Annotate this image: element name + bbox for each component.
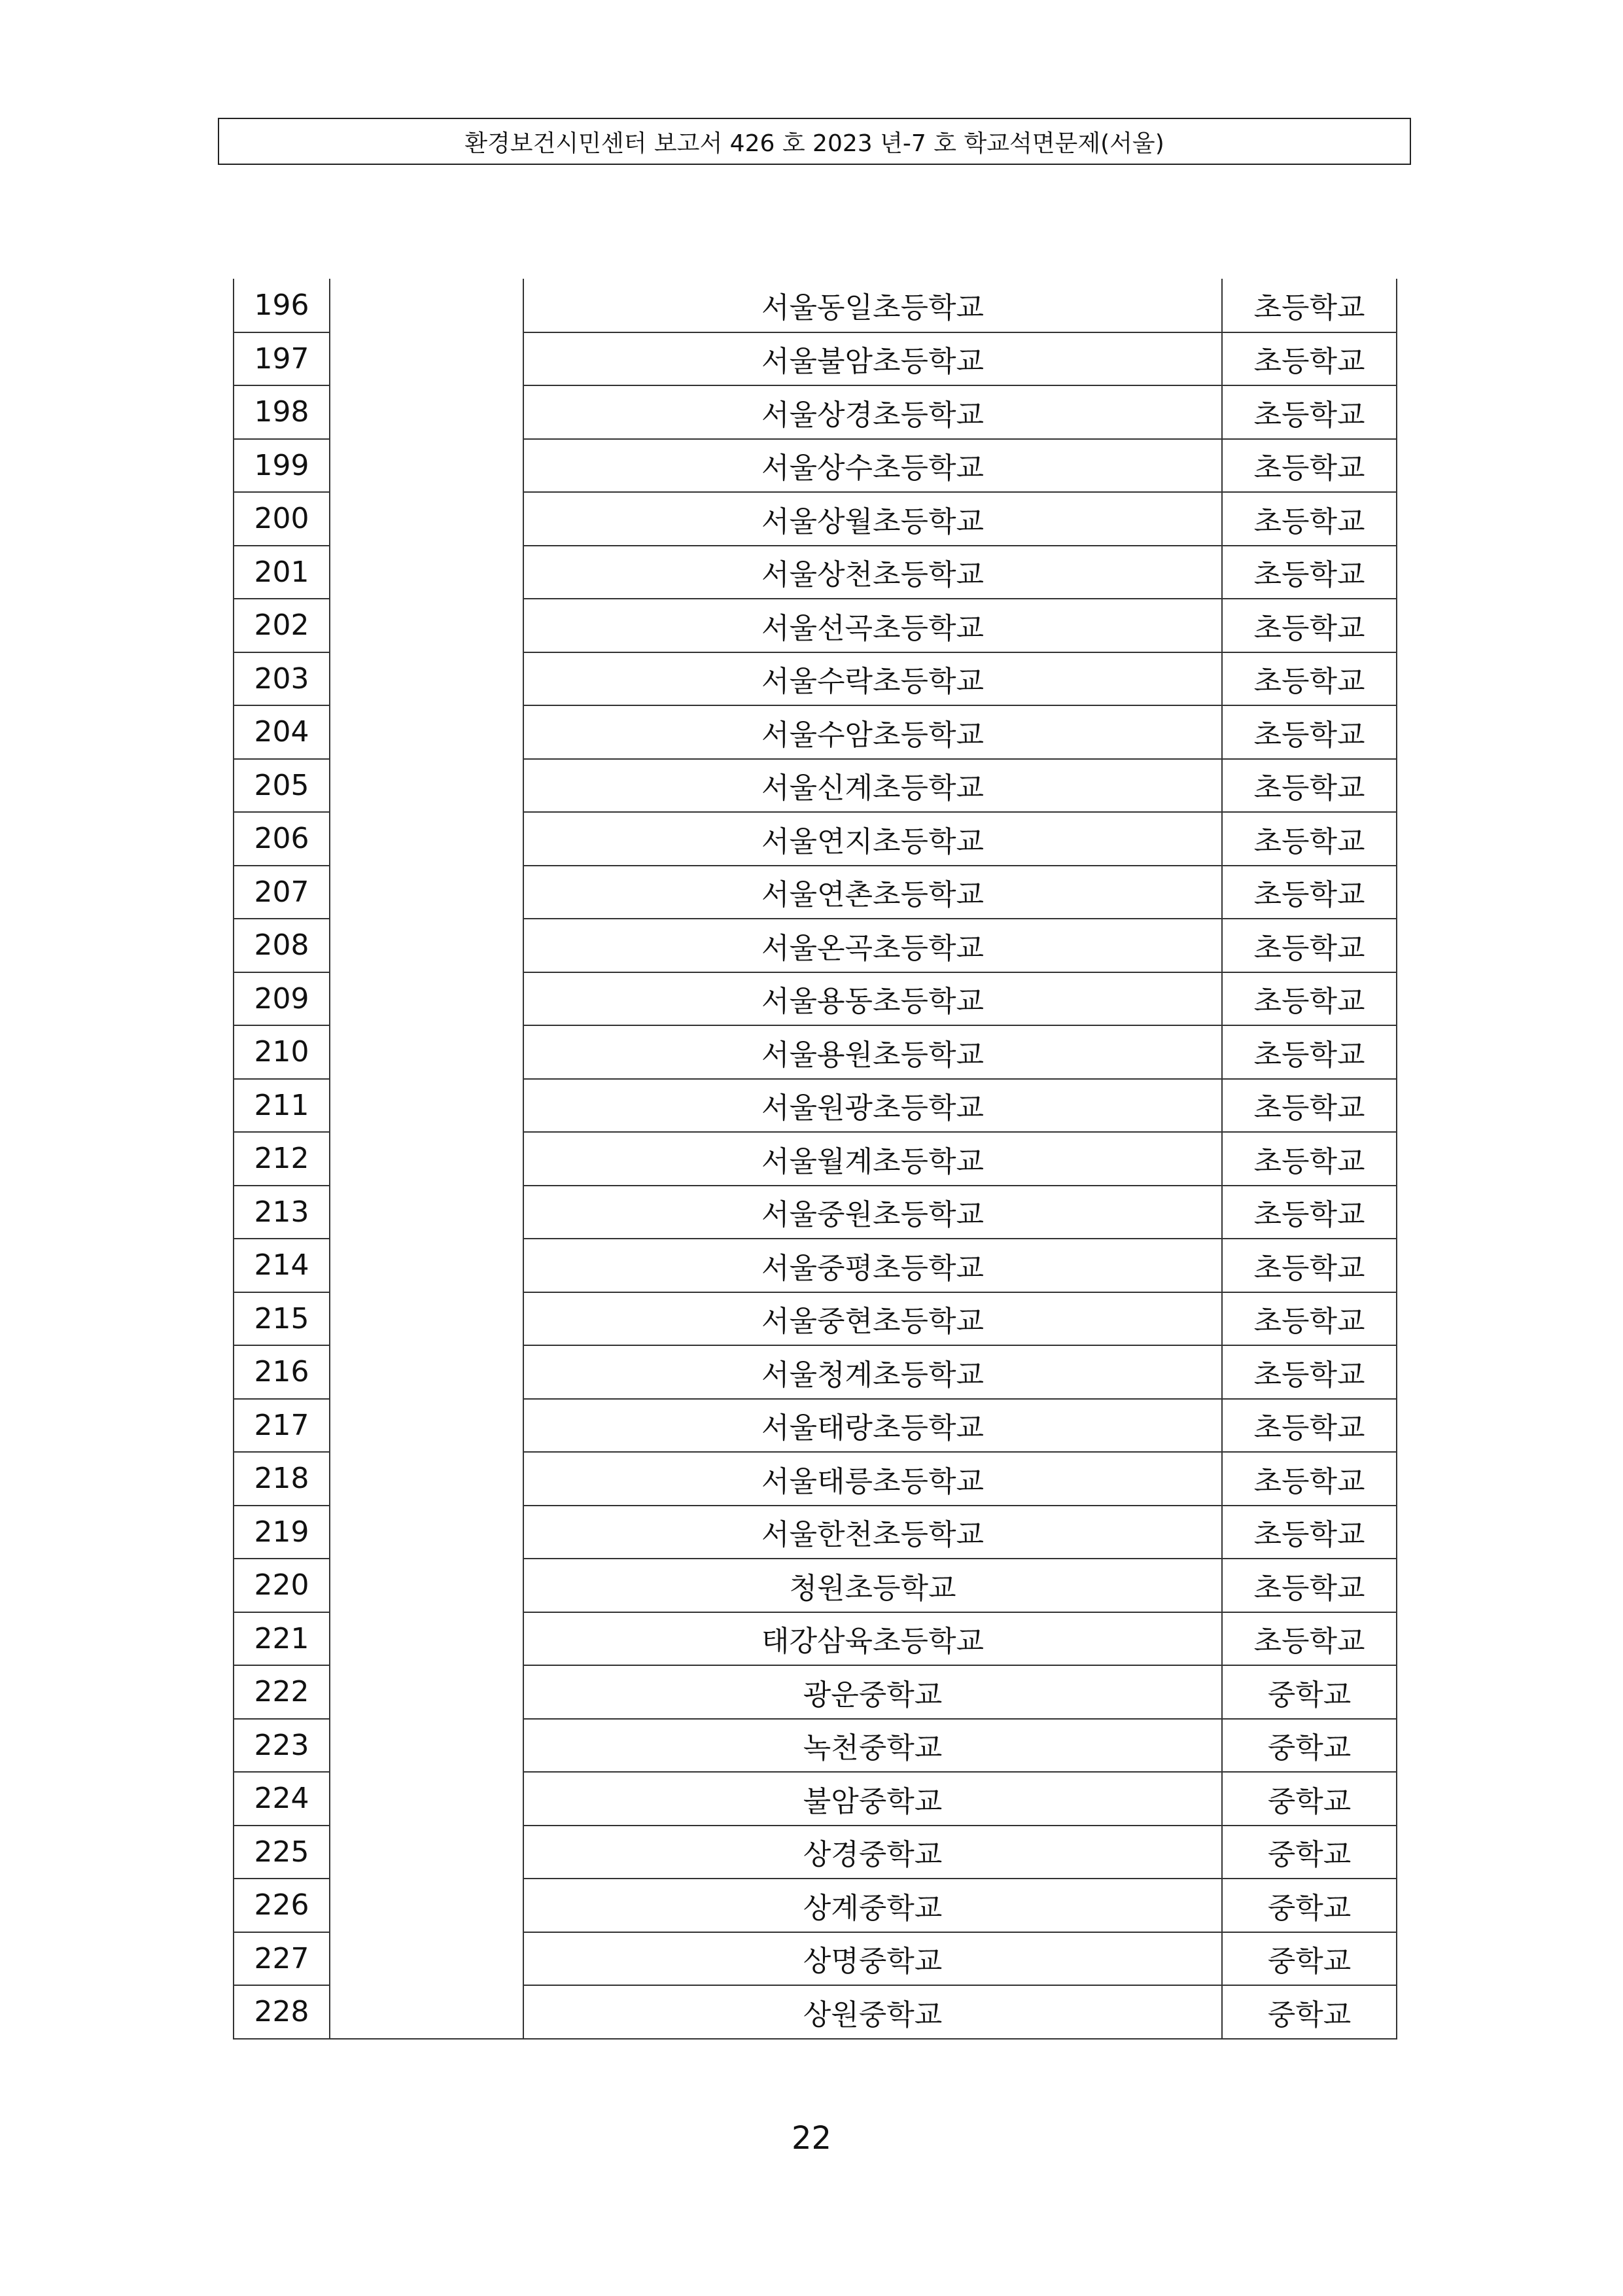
school-type-cell: 중학교 xyxy=(1222,1826,1397,1879)
school-name-cell: 상명중학교 xyxy=(523,1932,1222,1986)
row-number-cell: 221 xyxy=(234,1612,330,1666)
row-number-cell: 213 xyxy=(234,1186,330,1239)
row-number-cell: 220 xyxy=(234,1559,330,1612)
school-type-cell: 초등학교 xyxy=(1222,866,1397,919)
school-name-cell: 서울수락초등학교 xyxy=(523,652,1222,706)
school-name-cell: 서울중평초등학교 xyxy=(523,1239,1222,1292)
school-type-cell: 초등학교 xyxy=(1222,599,1397,652)
school-name-cell: 서울원광초등학교 xyxy=(523,1079,1222,1133)
row-number-cell: 207 xyxy=(234,866,330,919)
school-type-cell: 초등학교 xyxy=(1222,1239,1397,1292)
school-type-cell: 초등학교 xyxy=(1222,1025,1397,1079)
school-table-container xyxy=(233,279,1396,2040)
school-type-cell: 초등학교 xyxy=(1222,385,1397,439)
school-name-cell: 상원중학교 xyxy=(523,1985,1222,2039)
row-number-cell: 227 xyxy=(234,1932,330,1986)
school-name-cell: 서울용원초등학교 xyxy=(523,1025,1222,1079)
row-number-cell: 204 xyxy=(234,705,330,759)
school-type-cell: 초등학교 xyxy=(1222,1079,1397,1133)
table-row xyxy=(234,279,1397,332)
row-number-cell: 206 xyxy=(234,812,330,866)
school-table xyxy=(233,279,1397,2040)
school-name-cell: 서울연지초등학교 xyxy=(523,812,1222,866)
school-type-cell: 중학교 xyxy=(1222,1932,1397,1986)
school-name-cell: 불암중학교 xyxy=(523,1772,1222,1826)
school-type-cell: 초등학교 xyxy=(1222,1612,1397,1666)
report-header xyxy=(218,118,1411,165)
row-number-cell: 215 xyxy=(234,1292,330,1346)
row-number-cell: 209 xyxy=(234,972,330,1026)
school-type-cell: 초등학교 xyxy=(1222,1132,1397,1186)
row-number-cell: 228 xyxy=(234,1985,330,2039)
school-name-cell: 서울상수초등학교 xyxy=(523,439,1222,493)
school-type-cell: 초등학교 xyxy=(1222,705,1397,759)
school-type-cell: 초등학교 xyxy=(1222,919,1397,972)
school-type-cell: 중학교 xyxy=(1222,1879,1397,1932)
row-number-cell: 217 xyxy=(234,1399,330,1453)
page-number: 22 xyxy=(791,2120,832,2157)
school-type-cell: 중학교 xyxy=(1222,1985,1397,2039)
school-name-cell: 서울연촌초등학교 xyxy=(523,866,1222,919)
row-number-cell: 224 xyxy=(234,1772,330,1826)
school-type-cell: 중학교 xyxy=(1222,1719,1397,1773)
school-name-cell: 상계중학교 xyxy=(523,1879,1222,1932)
school-name-cell: 서울용동초등학교 xyxy=(523,972,1222,1026)
row-number-cell: 219 xyxy=(234,1506,330,1559)
school-name-cell: 서울온곡초등학교 xyxy=(523,919,1222,972)
school-type-cell: 초등학교 xyxy=(1222,1399,1397,1453)
row-number-cell: 222 xyxy=(234,1665,330,1719)
row-number-cell: 218 xyxy=(234,1452,330,1506)
row-number-cell: 198 xyxy=(234,385,330,439)
school-name-cell: 서울한천초등학교 xyxy=(523,1506,1222,1559)
school-type-cell: 초등학교 xyxy=(1222,492,1397,546)
school-type-cell: 초등학교 xyxy=(1222,546,1397,599)
school-name-cell: 광운중학교 xyxy=(523,1665,1222,1719)
school-name-cell: 서울월계초등학교 xyxy=(523,1132,1222,1186)
school-type-cell: 초등학교 xyxy=(1222,652,1397,706)
region-cell xyxy=(330,279,523,2039)
school-type-cell: 초등학교 xyxy=(1222,1452,1397,1506)
row-number-cell: 216 xyxy=(234,1345,330,1399)
school-name-cell: 서울불암초등학교 xyxy=(523,332,1222,386)
school-name-cell: 서울수암초등학교 xyxy=(523,705,1222,759)
row-number-cell: 201 xyxy=(234,546,330,599)
school-name-cell: 서울상경초등학교 xyxy=(523,385,1222,439)
row-number-cell: 225 xyxy=(234,1826,330,1879)
row-number-cell: 214 xyxy=(234,1239,330,1292)
school-name-cell: 서울신계초등학교 xyxy=(523,759,1222,813)
row-number-cell: 199 xyxy=(234,439,330,493)
school-name-cell: 태강삼육초등학교 xyxy=(523,1612,1222,1666)
school-type-cell: 초등학교 xyxy=(1222,332,1397,386)
school-type-cell: 초등학교 xyxy=(1222,1506,1397,1559)
school-type-cell: 초등학교 xyxy=(1222,1559,1397,1612)
school-type-cell: 초등학교 xyxy=(1222,759,1397,813)
row-number-cell: 208 xyxy=(234,919,330,972)
school-name-cell: 서울중원초등학교 xyxy=(523,1186,1222,1239)
school-type-cell: 초등학교 xyxy=(1222,279,1397,332)
school-type-cell: 초등학교 xyxy=(1222,1345,1397,1399)
row-number-cell: 212 xyxy=(234,1132,330,1186)
report-header-title: 환경보건시민센터 보고서 426 호 2023 년-7 호 학교석면문제(서울) xyxy=(464,130,1164,157)
row-number-cell: 211 xyxy=(234,1079,330,1133)
row-number-cell: 203 xyxy=(234,652,330,706)
row-number-cell: 223 xyxy=(234,1719,330,1773)
school-name-cell: 서울상천초등학교 xyxy=(523,546,1222,599)
school-name-cell: 서울태릉초등학교 xyxy=(523,1452,1222,1506)
school-name-cell: 서울상월초등학교 xyxy=(523,492,1222,546)
row-number-cell: 197 xyxy=(234,332,330,386)
school-name-cell: 녹천중학교 xyxy=(523,1719,1222,1773)
school-name-cell: 서울선곡초등학교 xyxy=(523,599,1222,652)
school-name-cell: 상경중학교 xyxy=(523,1826,1222,1879)
row-number-cell: 226 xyxy=(234,1879,330,1932)
school-type-cell: 초등학교 xyxy=(1222,812,1397,866)
row-number-cell: 205 xyxy=(234,759,330,813)
school-type-cell: 초등학교 xyxy=(1222,1292,1397,1346)
school-name-cell: 서울태랑초등학교 xyxy=(523,1399,1222,1453)
row-number-cell: 210 xyxy=(234,1025,330,1079)
row-number-cell: 202 xyxy=(234,599,330,652)
school-type-cell: 초등학교 xyxy=(1222,1186,1397,1239)
school-name-cell: 서울청계초등학교 xyxy=(523,1345,1222,1399)
school-name-cell: 서울동일초등학교 xyxy=(523,279,1222,332)
school-table-body xyxy=(234,279,1397,2039)
school-name-cell: 서울중현초등학교 xyxy=(523,1292,1222,1346)
school-type-cell: 중학교 xyxy=(1222,1772,1397,1826)
row-number-cell: 200 xyxy=(234,492,330,546)
school-type-cell: 초등학교 xyxy=(1222,439,1397,493)
row-number-cell: 196 xyxy=(234,279,330,332)
school-type-cell: 중학교 xyxy=(1222,1665,1397,1719)
school-type-cell: 초등학교 xyxy=(1222,972,1397,1026)
school-name-cell: 청원초등학교 xyxy=(523,1559,1222,1612)
